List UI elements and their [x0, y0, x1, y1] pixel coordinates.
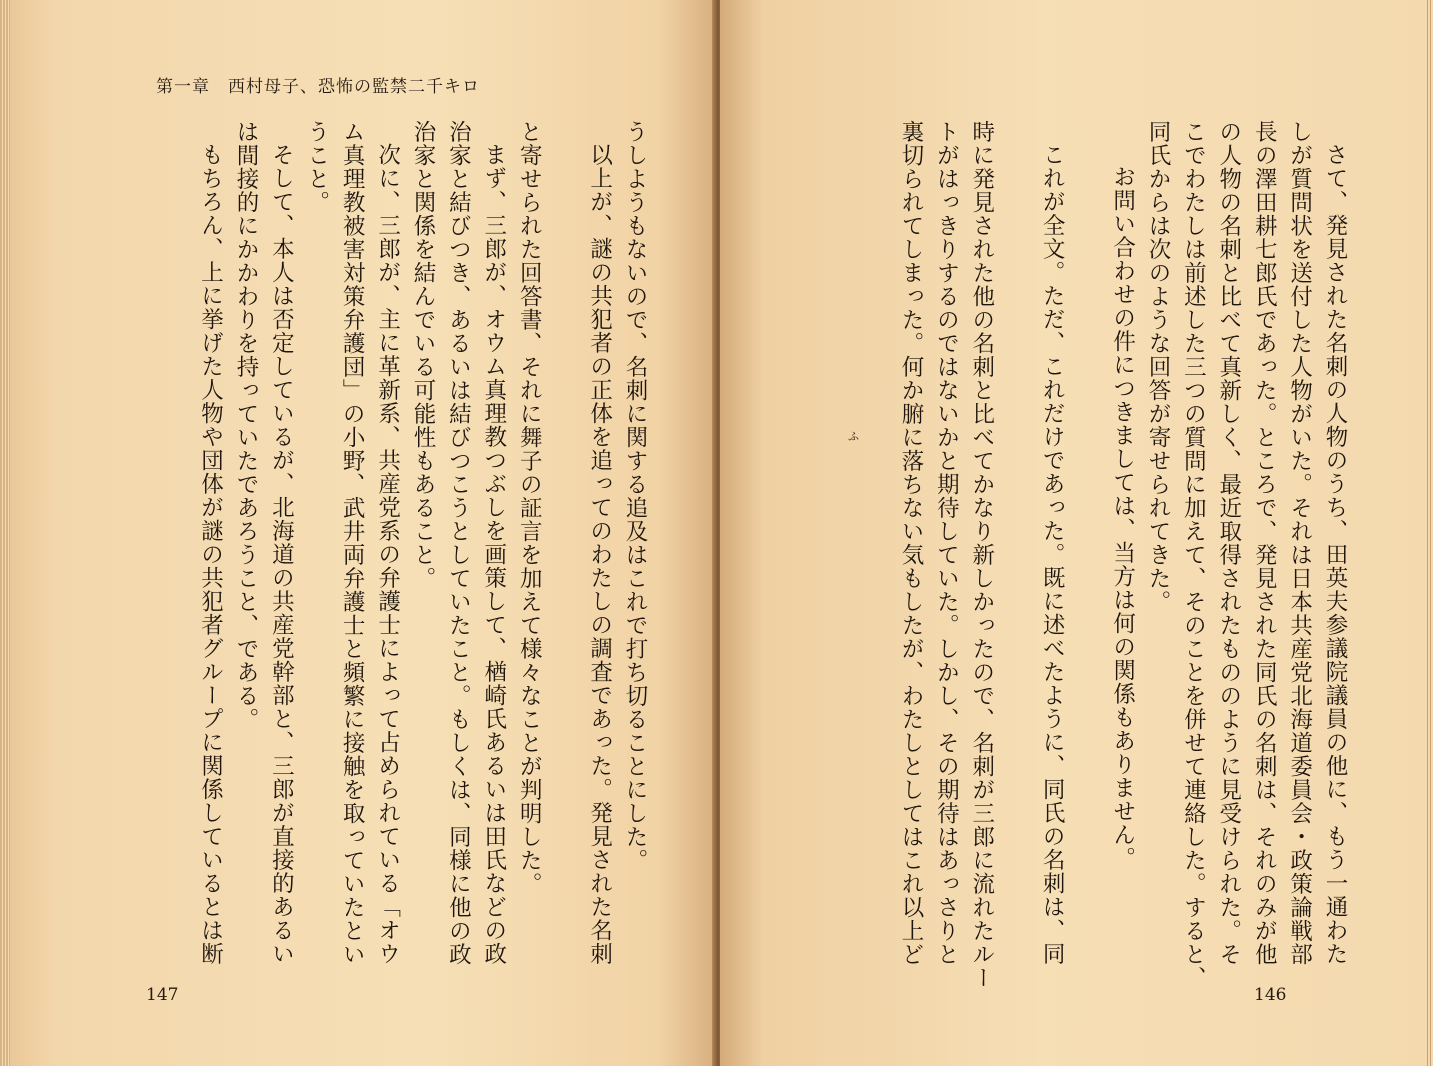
text-line: うしようもないので、名刺に関する追及はこれで打ち切ることにした。	[622, 120, 648, 872]
left-page	[0, 0, 716, 1066]
text-line: ム真理教被害対策弁護団」の小野、武井両弁護士と頻繁に接触を取っていたとい	[339, 120, 366, 966]
text-line: これが全文。ただ、これだけであった。既に述べたように、同氏の名刺は、同	[1039, 142, 1066, 965]
text-line: そして、本人は否定しているが、北海道の共産党幹部と、三郎が直接的あるい	[268, 142, 295, 965]
text-line: うこと。	[303, 120, 330, 214]
text-line: 次に、三郎が、主に革新系、共産党系の弁護士によって占められている「オウ	[374, 142, 401, 965]
text-line: トがはっきりするのではないかと期待していた。しかし、その期待はあっさりと	[933, 120, 960, 966]
text-line: 治家と関係を結んでいる可能性もあること。	[409, 120, 436, 590]
text-line: 以上が、謎の共犯者の正体を追ってのわたしの調査であった。発見された名刺	[586, 142, 613, 965]
text-line: は間接的にかかわりを持っていたであろうこと、である。	[232, 120, 259, 731]
page-number: 146	[1254, 985, 1287, 1005]
quoted-reply: お問い合わせの件につきましては、当方は何の関係もありません。	[1109, 165, 1136, 870]
text-line: 治家と結びつき、あるいは結びつこうとしていたこと。もしくは、同様に他の政	[445, 120, 472, 966]
running-title: 第一章 西村母子、恐怖の監禁二千キロ	[156, 77, 480, 97]
text-line: の人物の名刺と比べて真新しく、最近取得されたもののように見受けられた。そ	[1215, 120, 1242, 966]
left-page-body	[197, 120, 652, 966]
text-line: 同氏からは次のような回答が寄せられてきた。	[1144, 120, 1171, 614]
page-edge-left	[0, 0, 10, 1066]
text-line: もちろん、上に挙げた人物や団体が謎の共犯者グループに関係しているとは断	[197, 142, 224, 965]
text-line: 長の澤田耕七郎氏であった。ところで、発見された同氏の名刺は、それのみが他	[1251, 120, 1278, 966]
text-line: 裏切られてしまった。何か腑に落ちない気もしたが、わたしとしてはこれ以上ど	[897, 120, 924, 966]
furigana: ふ	[848, 430, 859, 443]
page-edge-right	[1425, 0, 1433, 1066]
text-line: こでわたしは前述した三つの質問に加えて、そのことを併せて連絡した。すると、	[1180, 120, 1207, 990]
text-line: 時に発見された他の名刺と比べてかなり新しかったので、名刺が三郎に流れたルー	[968, 120, 995, 990]
text-line: まず、三郎が、オウム真理教つぶしを画策して、楢崎氏あるいは田氏などの政	[480, 142, 507, 965]
right-page	[720, 0, 1433, 1066]
right-page-body	[782, 120, 1352, 990]
text-line: と寄せられた回答書、それに舞子の証言を加えて様々なことが判明した。	[516, 120, 543, 896]
page-number: 147	[146, 985, 179, 1005]
text-line: しが質問状を送付した人物がいた。それは日本共産党北海道委員会・政策論戦部	[1286, 120, 1313, 966]
text-line: さて、発見された名刺の人物のうち、田英夫参議院議員の他に、もう一通わた	[1322, 142, 1348, 965]
